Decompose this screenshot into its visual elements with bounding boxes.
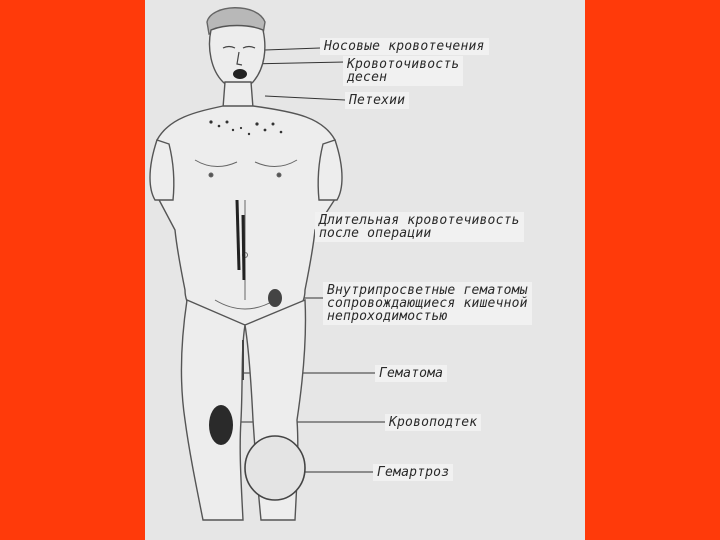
bruise-mark bbox=[209, 405, 233, 445]
body-outline bbox=[150, 8, 342, 520]
leader-line-nose bbox=[265, 48, 320, 50]
open-mouth bbox=[233, 69, 247, 79]
label-post-op-bleeding: Длительная кровотечивость после операции bbox=[315, 212, 524, 242]
label-gum-bleed: Кровоточивость десен bbox=[343, 56, 463, 86]
swollen-knee bbox=[245, 436, 305, 500]
abdominal-hematoma-mark bbox=[268, 289, 282, 307]
label-bruise: Кровоподтек bbox=[385, 414, 481, 431]
label-hematoma: Гематома bbox=[375, 365, 447, 382]
label-intraluminal-hematoma: Внутрипросветные гематомы сопровождающиеся кишечной непроходимостью bbox=[323, 282, 532, 325]
label-nose-bleed: Носовые кровотечения bbox=[320, 38, 489, 55]
leader-line-gums bbox=[250, 62, 345, 64]
slide-frame bbox=[145, 0, 585, 540]
label-petechiae: Петехии bbox=[345, 92, 409, 109]
label-hemarthrosis: Гемартроз bbox=[373, 464, 453, 481]
leader-line-petechiae bbox=[265, 96, 345, 100]
